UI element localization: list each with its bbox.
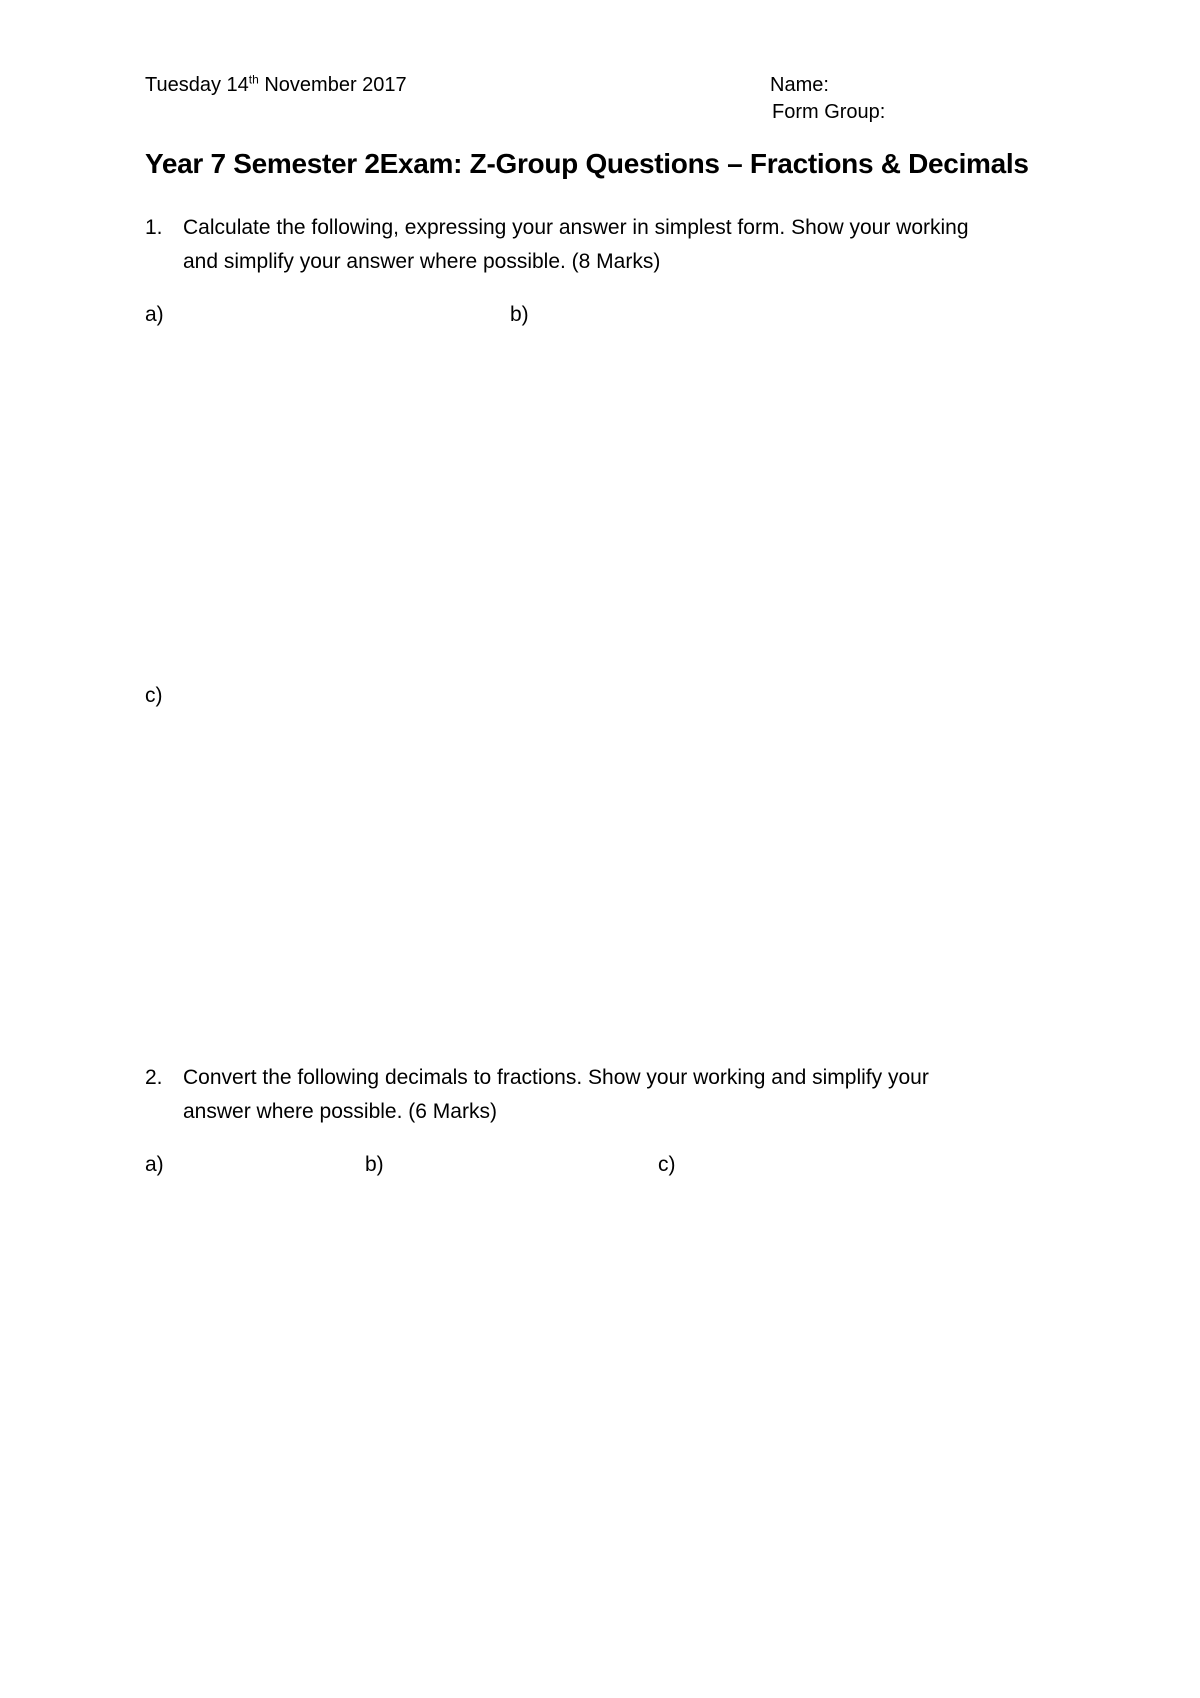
question-1-part-b: b): [510, 303, 529, 326]
date-rest: November 2017: [258, 74, 407, 96]
question-1-part-c: c): [145, 684, 163, 707]
question-2-line-1: Convert the following decimals to fractions. Show your working and simplify your: [183, 1066, 929, 1089]
name-label: Name:: [770, 74, 829, 96]
page-title: Year 7 Semester 2Exam: Z-Group Questions – Fractions & Decimals: [145, 148, 1029, 179]
question-2-number: 2.: [145, 1066, 163, 1089]
question-1: [145, 210, 1065, 290]
date-day: Tuesday 14: [145, 74, 249, 96]
date-ordinal: th: [248, 72, 259, 87]
question-1-line-1: Calculate the following, expressing your answer in simplest form. Show your working: [183, 216, 969, 239]
question-2: [145, 1060, 1065, 1140]
question-1-part-a: a): [145, 303, 164, 326]
question-2-part-b: b): [365, 1153, 384, 1176]
question-1-line-2: and simplify your answer where possible. (8 Marks): [183, 250, 661, 273]
exam-date: [145, 74, 407, 97]
question-2-part-a: a): [145, 1153, 164, 1176]
question-2-part-c: c): [658, 1153, 676, 1176]
question-1-number: 1.: [145, 216, 163, 239]
form-group-label: Form Group:: [772, 101, 886, 123]
question-2-line-2: answer where possible. (6 Marks): [183, 1100, 497, 1123]
